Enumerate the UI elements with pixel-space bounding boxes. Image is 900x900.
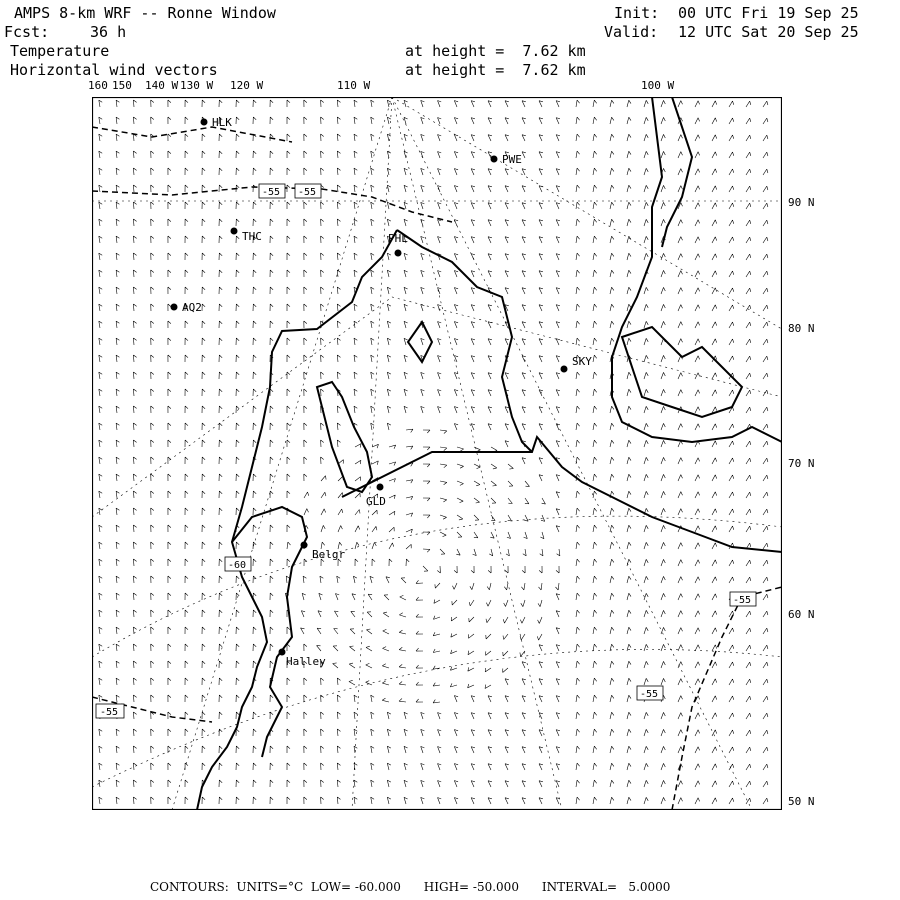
field-temperature: Temperature	[10, 42, 110, 60]
graticule-line	[352, 97, 392, 810]
lon-label-100: 100 W	[641, 79, 675, 92]
contour-label	[295, 184, 321, 198]
svg-text:-60: -60	[228, 560, 247, 571]
coastline-west	[197, 230, 397, 810]
svg-text:-55: -55	[733, 595, 752, 606]
temperature-contours	[92, 127, 782, 810]
valid-label: Valid:	[604, 23, 659, 41]
forecast-label: Fcst:	[4, 23, 50, 41]
lon-label-120: 120 W	[230, 79, 264, 92]
svg-text:PHL: PHL	[388, 232, 408, 245]
contour-labels	[96, 184, 756, 718]
svg-text:-55: -55	[262, 187, 281, 198]
svg-text:THC: THC	[242, 230, 262, 243]
station-hlk	[201, 116, 233, 129]
station-thc	[231, 228, 262, 244]
coastline-small-island	[408, 322, 432, 362]
lon-label-140: 140 W	[145, 79, 179, 92]
lat-label-80: 80 N	[788, 322, 815, 335]
init-value: 00 UTC Fri 19 Sep 25	[678, 4, 859, 22]
lon-label-160: 160	[88, 79, 108, 92]
svg-text:AQ2: AQ2	[182, 301, 202, 314]
lon-label-110: 110 W	[337, 79, 371, 92]
contour-info: CONTOURS: UNITS=°C LOW= -60.000 HIGH= -50.000 INTERVAL= 5.0000	[150, 880, 671, 894]
lat-label-60: 60 N	[788, 608, 815, 621]
contour-label	[637, 686, 663, 700]
contour-minus-55-top	[92, 127, 292, 142]
svg-text:SKY: SKY	[572, 355, 592, 368]
field-wind: Horizontal wind vectors	[10, 61, 218, 79]
svg-text:-55: -55	[640, 689, 659, 700]
coastline-peninsula	[612, 97, 782, 442]
map-panel	[92, 97, 782, 810]
contour-label	[259, 184, 285, 198]
valid-value: 12 UTC Sat 20 Sep 25	[678, 23, 859, 41]
station-sky	[561, 355, 593, 373]
lon-label-150: 150	[112, 79, 132, 92]
graticule-line	[392, 97, 752, 810]
station-gld	[366, 484, 386, 509]
graticule-line	[392, 97, 562, 810]
forecast-value: 36 h	[90, 23, 127, 41]
svg-text:-55: -55	[298, 187, 317, 198]
svg-text:GLD: GLD	[366, 495, 386, 508]
lon-label-130: 130 W	[180, 79, 214, 92]
lat-label-70: 70 N	[788, 457, 815, 470]
init-label: Init:	[614, 4, 660, 22]
contour-label	[96, 704, 124, 718]
graticule-line	[172, 97, 392, 810]
lat-label-50: 50 N	[788, 795, 815, 808]
svg-text:PWE: PWE	[502, 153, 522, 166]
svg-text:Belgr: Belgr	[312, 548, 346, 561]
height-wind: at height = 7.62 km	[405, 61, 586, 79]
svg-text:Halley: Halley	[286, 655, 326, 668]
lat-label-90: 90 N	[788, 196, 815, 209]
map-title: AMPS 8-km WRF -- Ronne Window	[14, 4, 276, 22]
station-aq2	[171, 301, 202, 314]
coastline-island	[317, 382, 372, 492]
station-phl	[388, 232, 408, 257]
coastline-peninsula-east	[662, 97, 692, 247]
graticule-line	[92, 297, 782, 517]
coastline-inlet	[232, 507, 307, 757]
contour-label	[730, 592, 756, 606]
station-halley	[279, 649, 327, 669]
coastline	[197, 97, 782, 810]
svg-text:-55: -55	[100, 707, 119, 718]
contour-label	[225, 557, 251, 571]
station-pwe	[491, 153, 522, 166]
svg-text:HLK: HLK	[212, 116, 232, 129]
height-temperature: at height = 7.62 km	[405, 42, 586, 60]
coastline-peninsula-base	[397, 230, 532, 452]
stations	[171, 116, 593, 668]
